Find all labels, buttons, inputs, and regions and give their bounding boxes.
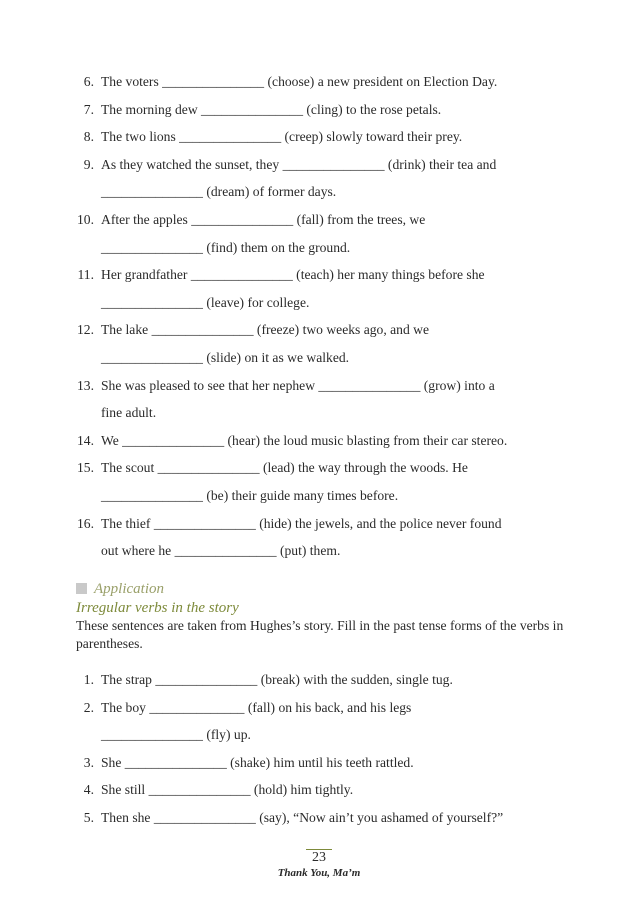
- item-line: _______________ (fly) up.: [101, 727, 251, 743]
- item-number: 15.: [77, 460, 94, 476]
- item-number: 5.: [83, 810, 94, 825]
- item-number: 9.: [83, 156, 94, 172]
- page-number: [0, 849, 638, 866]
- item-number: 11.: [77, 267, 94, 283]
- item-number: 10.: [77, 212, 94, 227]
- item-line: out where he _______________ (put) them.: [101, 543, 341, 559]
- item-line: After the apples _______________ (fall) from the trees, we: [101, 212, 426, 227]
- item-number: 3.: [83, 754, 94, 770]
- item-number: 7.: [83, 101, 94, 117]
- application-label-text: Application: [94, 581, 164, 597]
- item-number: 12.: [77, 322, 94, 338]
- item-number: 14.: [77, 432, 94, 448]
- item-line: We _______________ (hear) the loud music blasting from their car stereo.: [101, 432, 508, 448]
- section-intro: These sentences are taken from Hughes’s story. Fill in the past tense forms of the verbs in parentheses.: [76, 618, 564, 651]
- item-line: Her grandfather _______________ (teach) her many things before she: [101, 267, 485, 283]
- item-number: 8.: [83, 129, 94, 145]
- item-line: The voters _______________ (choose) a new president on Election Day.: [101, 74, 498, 89]
- section-title: Irregular verbs in the story: [76, 600, 239, 616]
- item-number: 2.: [83, 699, 94, 715]
- application-label: [76, 580, 164, 598]
- item-line: The scout _______________ (lead) the way through the woods. He: [101, 460, 468, 476]
- item-line: She _______________ (shake) him until his teeth rattled.: [101, 754, 414, 770]
- item-line: _______________ (find) them on the ground.: [101, 239, 351, 255]
- item-line: The morning dew _______________ (cling) to the rose petals.: [101, 101, 442, 117]
- book-title: Thank You, Ma’m: [277, 867, 361, 879]
- item-line: _______________ (leave) for college.: [101, 294, 310, 310]
- item-number: 16.: [77, 515, 94, 531]
- item-line: The thief _______________ (hide) the jewels, and the police never found: [101, 515, 502, 531]
- item-line: The boy ______________ (fall) on his back, and his legs: [101, 699, 412, 715]
- item-line: _______________ (be) their guide many times before.: [101, 488, 399, 503]
- item-line: fine adult.: [101, 405, 157, 421]
- item-line: The lake _______________ (freeze) two weeks ago, and we: [101, 322, 430, 338]
- item-number: 1.: [83, 672, 94, 687]
- page-number-text: 23: [306, 849, 332, 866]
- item-number: 4.: [83, 782, 94, 798]
- item-number: 6.: [83, 74, 94, 89]
- item-number: 13.: [77, 377, 94, 393]
- item-line: _______________ (dream) of former days.: [101, 184, 337, 200]
- item-line: Then she _______________ (say), “Now ain’t you ashamed of yourself?”: [101, 810, 504, 825]
- square-bullet-icon: [76, 583, 87, 594]
- item-line: _______________ (slide) on it as we walked.: [101, 350, 350, 365]
- item-line: The two lions _______________ (creep) slowly toward their prey.: [101, 129, 463, 145]
- item-line: The strap _______________ (break) with the sudden, single tug.: [101, 672, 453, 687]
- item-line: She still _______________ (hold) him tightly.: [101, 782, 354, 798]
- item-line: She was pleased to see that her nephew _______________ (grow) into a: [101, 377, 495, 393]
- item-line: As they watched the sunset, they _______________ (drink) their tea and: [101, 156, 497, 172]
